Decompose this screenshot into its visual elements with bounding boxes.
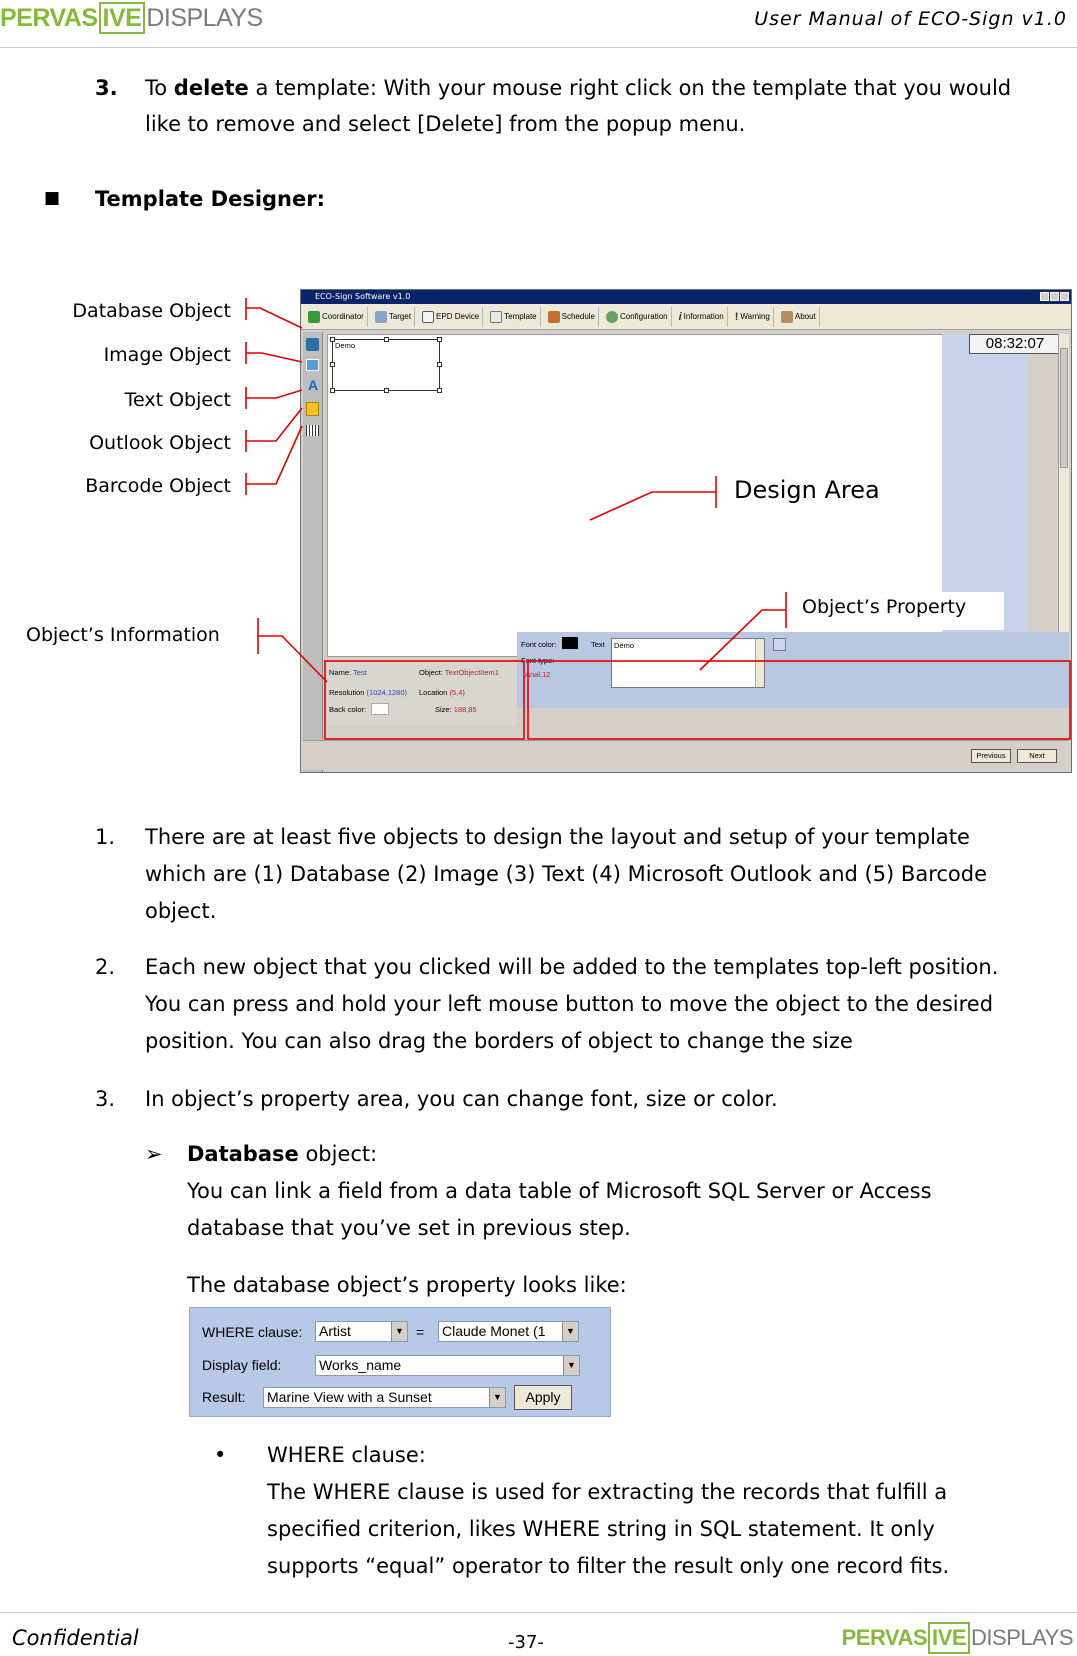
label-barcode-object: Barcode Object	[85, 475, 231, 497]
demo-text-object[interactable]: Demo	[332, 339, 440, 391]
text-icon[interactable]: A	[307, 377, 319, 393]
previous-button[interactable]: Previous	[971, 749, 1011, 763]
list-item-1-line3: object.	[145, 899, 217, 923]
list-item-3-line1: In object’s property area, you can change font, size or color.	[145, 1087, 778, 1111]
list-num-1: 1.	[95, 825, 116, 849]
database-desc-line1: You can link a field from a data table of Microsoft SQL Server or Access	[187, 1179, 932, 1203]
toolbar-schedule[interactable]: Schedule	[545, 307, 599, 327]
list-item-1-line1: There are at least five objects to design the layout and setup of your template	[145, 825, 970, 849]
where-clause-title: WHERE clause:	[267, 1443, 426, 1467]
header-title: User Manual of ECO-Sign v1.0	[754, 8, 1067, 30]
bullet-dot: •	[214, 1443, 227, 1467]
apply-button[interactable]: Apply	[514, 1385, 572, 1410]
label-image-object: Image Object	[103, 344, 231, 366]
list-num-3: 3.	[95, 1087, 116, 1111]
where-clause-line3: supports “equal” operator to filter the result only one record fits.	[267, 1554, 950, 1578]
result-label: Result:	[202, 1389, 246, 1405]
clock: 08:32:07	[969, 334, 1061, 354]
list-num-2: 2.	[95, 955, 116, 979]
where-clause-line1: The WHERE clause is used for extracting the records that fulfill a	[267, 1480, 948, 1504]
result-select[interactable]: Marine View with a Sunset ▼	[263, 1387, 506, 1408]
text-property-input[interactable]: Demo	[611, 638, 765, 688]
object-info-panel: Name: Test Object: TextObjectItem1 Resolution (1024,1280) Location (5,4) Back color: Size: 188,85	[327, 662, 517, 726]
footer-confidential: Confidential	[12, 1626, 139, 1650]
database-property-panel	[189, 1307, 611, 1417]
window-titlebar: ECO-Sign Software v1.0	[301, 290, 1071, 304]
toolbar-coordinator[interactable]: Coordinator	[305, 307, 368, 327]
toolbar-about[interactable]: About	[778, 307, 820, 327]
where-clause-line2: specified criterion, likes WHERE string in SQL statement. It only	[267, 1517, 935, 1541]
where-value-select[interactable]: Claude Monet (1 ▼	[438, 1321, 579, 1342]
toolbar-configuration[interactable]: Configuration	[603, 307, 672, 327]
label-text-object: Text Object	[124, 389, 231, 411]
label-object-information: Object’s Information	[26, 624, 220, 646]
chevron-down-icon: ▼	[562, 1322, 578, 1341]
toolbar-target[interactable]: Target	[372, 307, 415, 327]
step-text: To delete a template: With your mouse right click on the template that you would	[145, 76, 1012, 100]
arrow-bullet: ➢	[145, 1142, 163, 1166]
toolbar-template[interactable]: Template	[487, 307, 540, 327]
where-clause-label: WHERE clause:	[202, 1324, 303, 1340]
header-logo: PERVAS IVE DISPLAYS	[0, 3, 263, 32]
chevron-down-icon: ▼	[489, 1388, 505, 1407]
chevron-down-icon: ▼	[563, 1356, 579, 1375]
warning-icon: !	[734, 310, 739, 323]
display-field-select[interactable]: Works_name ▼	[315, 1355, 580, 1376]
list-item-1-line2: which are (1) Database (2) Image (3) Text (4) Microsoft Outlook and (5) Barcode	[145, 862, 988, 886]
label-outlook-object: Outlook Object	[89, 432, 231, 454]
chevron-down-icon: ▼	[391, 1322, 407, 1341]
footer-logo: PERVAS IVE DISPLAYS	[842, 1622, 1073, 1654]
label-database-object: Database Object	[72, 300, 231, 322]
section-bullet: ■	[44, 188, 61, 208]
label-object-property: Object’s Property	[794, 592, 1004, 630]
display-field-label: Display field:	[202, 1357, 282, 1373]
toolbar-information[interactable]: i Information	[676, 307, 728, 327]
header-rule	[0, 47, 1077, 48]
label-design-area: Design Area	[734, 476, 880, 504]
list-item-2-line2: You can press and hold your left mouse button to move the object to the desired	[145, 992, 994, 1016]
object-property-panel: Font color: Font type: Arial,12 Text Demo	[517, 632, 1069, 708]
info-icon: i	[678, 310, 682, 323]
list-item-2-line1: Each new object that you clicked will be added to the templates top-left position.	[145, 955, 999, 979]
database-desc-line2: database that you’ve set in previous step.	[187, 1216, 631, 1240]
database-looks-like: The database object’s property looks like:	[187, 1273, 627, 1297]
list-item-2-line3: position. You can also drag the borders of object to change the size	[145, 1029, 853, 1053]
next-button[interactable]: Next	[1017, 749, 1057, 763]
equals-sign: =	[416, 1324, 425, 1340]
footer-page-number: -37-	[508, 1632, 544, 1653]
footer-rule	[0, 1612, 1077, 1613]
toolbar-epd-device[interactable]: EPD Device	[419, 307, 483, 327]
toolbar-warning[interactable]: ! Warning	[732, 307, 774, 327]
database-heading: Database object:	[187, 1142, 378, 1166]
where-field-select[interactable]: Artist ▼	[315, 1321, 408, 1342]
step-number: 3.	[95, 76, 118, 100]
section-title: Template Designer:	[95, 187, 326, 211]
step-text-line2: like to remove and select [Delete] from the popup menu.	[145, 112, 746, 136]
